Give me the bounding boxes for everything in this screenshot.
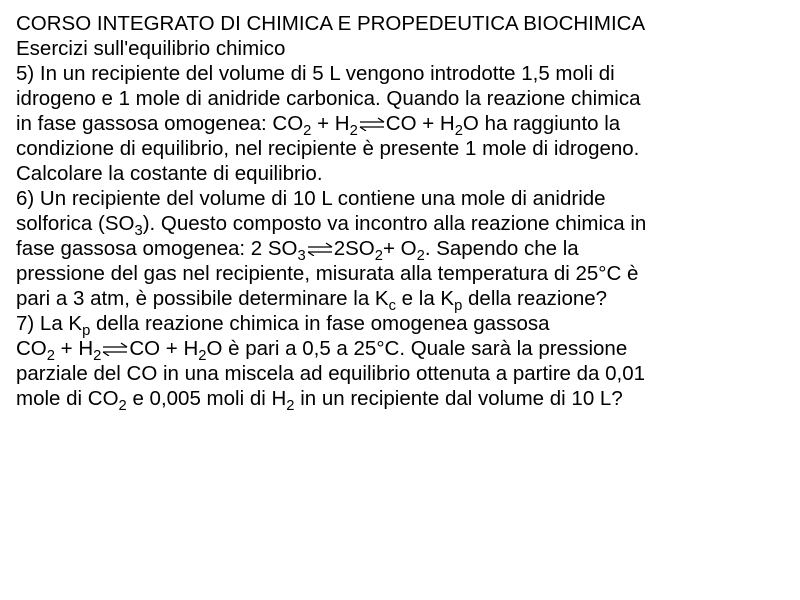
subscript: c: [388, 297, 396, 314]
subscript: 2: [303, 122, 312, 139]
exercise-6-line-4: pressione del gas nel recipiente, misurata alla temperatura di 25°C è: [16, 262, 639, 285]
exercise-6-line-3: [16, 236, 786, 264]
text-run: e la K: [395, 287, 455, 310]
section-heading: Esercizi sull'equilibrio chimico: [16, 37, 286, 60]
subscript: 3: [297, 247, 306, 264]
exercise-6-line-2: [16, 211, 786, 239]
subscript: 2: [93, 347, 102, 364]
text-run: . Sapendo che la: [424, 237, 579, 260]
subscript: 2: [374, 247, 383, 264]
subscript: p: [82, 322, 91, 339]
subscript: 2: [46, 347, 55, 364]
exercise-7-line-4: [16, 386, 786, 414]
exercise-6-line-1: 6) Un recipiente del volume di 10 L contiene una mole di anidride: [16, 187, 606, 210]
exercise-6: [16, 186, 786, 314]
text-run: CO + H: [129, 337, 199, 360]
exercise-5-line-3: [16, 111, 786, 139]
exercise-5-line-2: idrogeno e 1 mole di anidride carbonica. Quando la reazione chimica: [16, 87, 641, 110]
exercise-7-line-2: [16, 336, 786, 364]
text-run: parziale del CO in una miscela ad equilibrio ottenuta a partire da: [16, 362, 606, 385]
text-run: + H: [54, 337, 94, 360]
subscript: 3: [134, 222, 143, 239]
equilibrium-arrows-icon: [307, 242, 333, 256]
subscript: 2: [454, 122, 463, 139]
text-run: della reazione chimica in fase omogenea gassosa: [90, 312, 550, 335]
text-run: + H: [311, 112, 350, 135]
kp-value: 0,5: [302, 337, 331, 360]
text-run: 7) La K: [16, 312, 83, 335]
text-run: O è pari a: [206, 337, 303, 360]
subscript: p: [454, 297, 463, 314]
subscript: 2: [416, 247, 425, 264]
text-run: a 25°C. Quale sarà la pressione: [330, 337, 628, 360]
subscript: 2: [349, 122, 358, 139]
text-run: della reazione?: [462, 287, 608, 310]
exercise-7: [16, 311, 786, 414]
text-run: moli di H: [200, 387, 287, 410]
text-run: ). Questo composto va incontro alla reazione chimica in: [142, 212, 647, 235]
text-run: O ha raggiunto la: [462, 112, 621, 135]
co2-moles-value: 0,01: [605, 362, 646, 385]
h2-moles-value: 0,005: [149, 387, 201, 410]
text-run: 2SO: [333, 237, 375, 260]
text-run: pari a 3 atm, è possibile determinare la K: [16, 287, 389, 310]
text-run: in un recipiente dal volume di 10 L?: [294, 387, 623, 410]
text-run: CO + H: [385, 112, 455, 135]
subscript: 2: [198, 347, 207, 364]
document-page: [16, 11, 786, 414]
text-run: CO: [16, 337, 47, 360]
equilibrium-arrows-icon: [359, 117, 385, 131]
exercise-5-line-1: 5) In un recipiente del volume di 5 L vengono introdotte 1,5 moli di: [16, 62, 615, 85]
exercise-5: [16, 61, 786, 186]
text-run: mole di CO: [16, 387, 119, 410]
subscript: 2: [286, 397, 295, 414]
equilibrium-arrows-icon: [102, 342, 128, 356]
document-title: CORSO INTEGRATO DI CHIMICA E PROPEDEUTICA BIOCHIMICA: [16, 12, 646, 35]
exercise-5-line-4: condizione di equilibrio, nel recipiente è presente 1 mole di idrogeno.: [16, 137, 640, 160]
exercise-5-line-5: Calcolare la costante di equilibrio.: [16, 162, 323, 185]
exercise-7-line-1: [16, 311, 786, 339]
text-run: fase gassosa omogenea: 2 SO: [16, 237, 298, 260]
exercise-7-line-3: [16, 361, 786, 386]
text-run: in fase gassosa omogenea: CO: [16, 112, 304, 135]
text-run: solforica (SO: [16, 212, 135, 235]
subscript: 2: [118, 397, 127, 414]
exercise-6-line-5: [16, 286, 786, 314]
text-run: + O: [382, 237, 417, 260]
text-run: e: [126, 387, 150, 410]
